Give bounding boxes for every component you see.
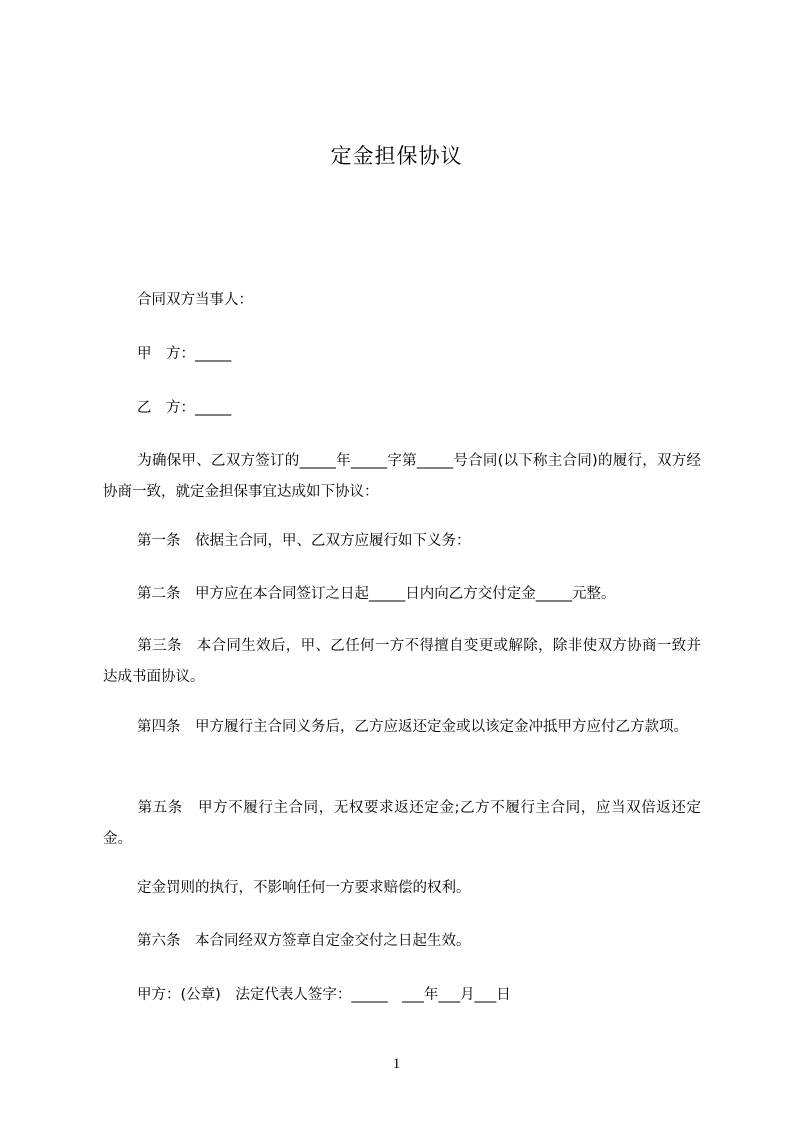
- article-3-text: 第三条 本合同生效后，甲、乙任何一方不得擅自变更或解除，除非使双方协商一致并达成书面协议。: [103, 638, 701, 685]
- article-5-text: 第五条 甲方不履行主合同，无权要求返还定金;乙方不履行主合同，应当双倍返还定金。: [103, 800, 701, 847]
- article-2: 第二条 甲方应在本合同签订之日起_____日内向乙方交付定金_____元整。: [137, 586, 616, 602]
- article-6: 第六条 本合同经双方签章自定金交付之日起生效。: [137, 933, 471, 949]
- page-number: 1: [392, 1056, 401, 1072]
- article-4-text: 第四条 甲方履行主合同义务后，乙方应返还定金或以该定金冲抵甲方应付乙方款项。: [137, 719, 688, 735]
- article-1: 第一条 依据主合同，甲、乙双方应履行如下义务：: [137, 533, 471, 549]
- preamble-paragraph: [103, 446, 701, 508]
- article-5-paragraph: [103, 793, 701, 855]
- signature-line: 甲方：(公章) 法定代表人签字：_____ ___年___月___日: [137, 987, 511, 1003]
- document-title: 定金担保协议: [330, 144, 463, 168]
- article-3-paragraph: [103, 631, 701, 693]
- parties-intro: 合同双方当事人：: [137, 292, 253, 308]
- article-4-paragraph: [103, 712, 701, 743]
- party-b-line: 乙 方：_____: [137, 400, 232, 416]
- penalty-clause: 定金罚则的执行，不影响任何一方要求赔偿的权利。: [137, 880, 471, 896]
- party-a-line: 甲 方：_____: [137, 346, 232, 362]
- preamble-text: 为确保甲、乙双方签订的_____年_____字第_____号合同(以下称主合同)的履行，双方经协商一致，就定金担保事宜达成如下协议：: [103, 453, 701, 500]
